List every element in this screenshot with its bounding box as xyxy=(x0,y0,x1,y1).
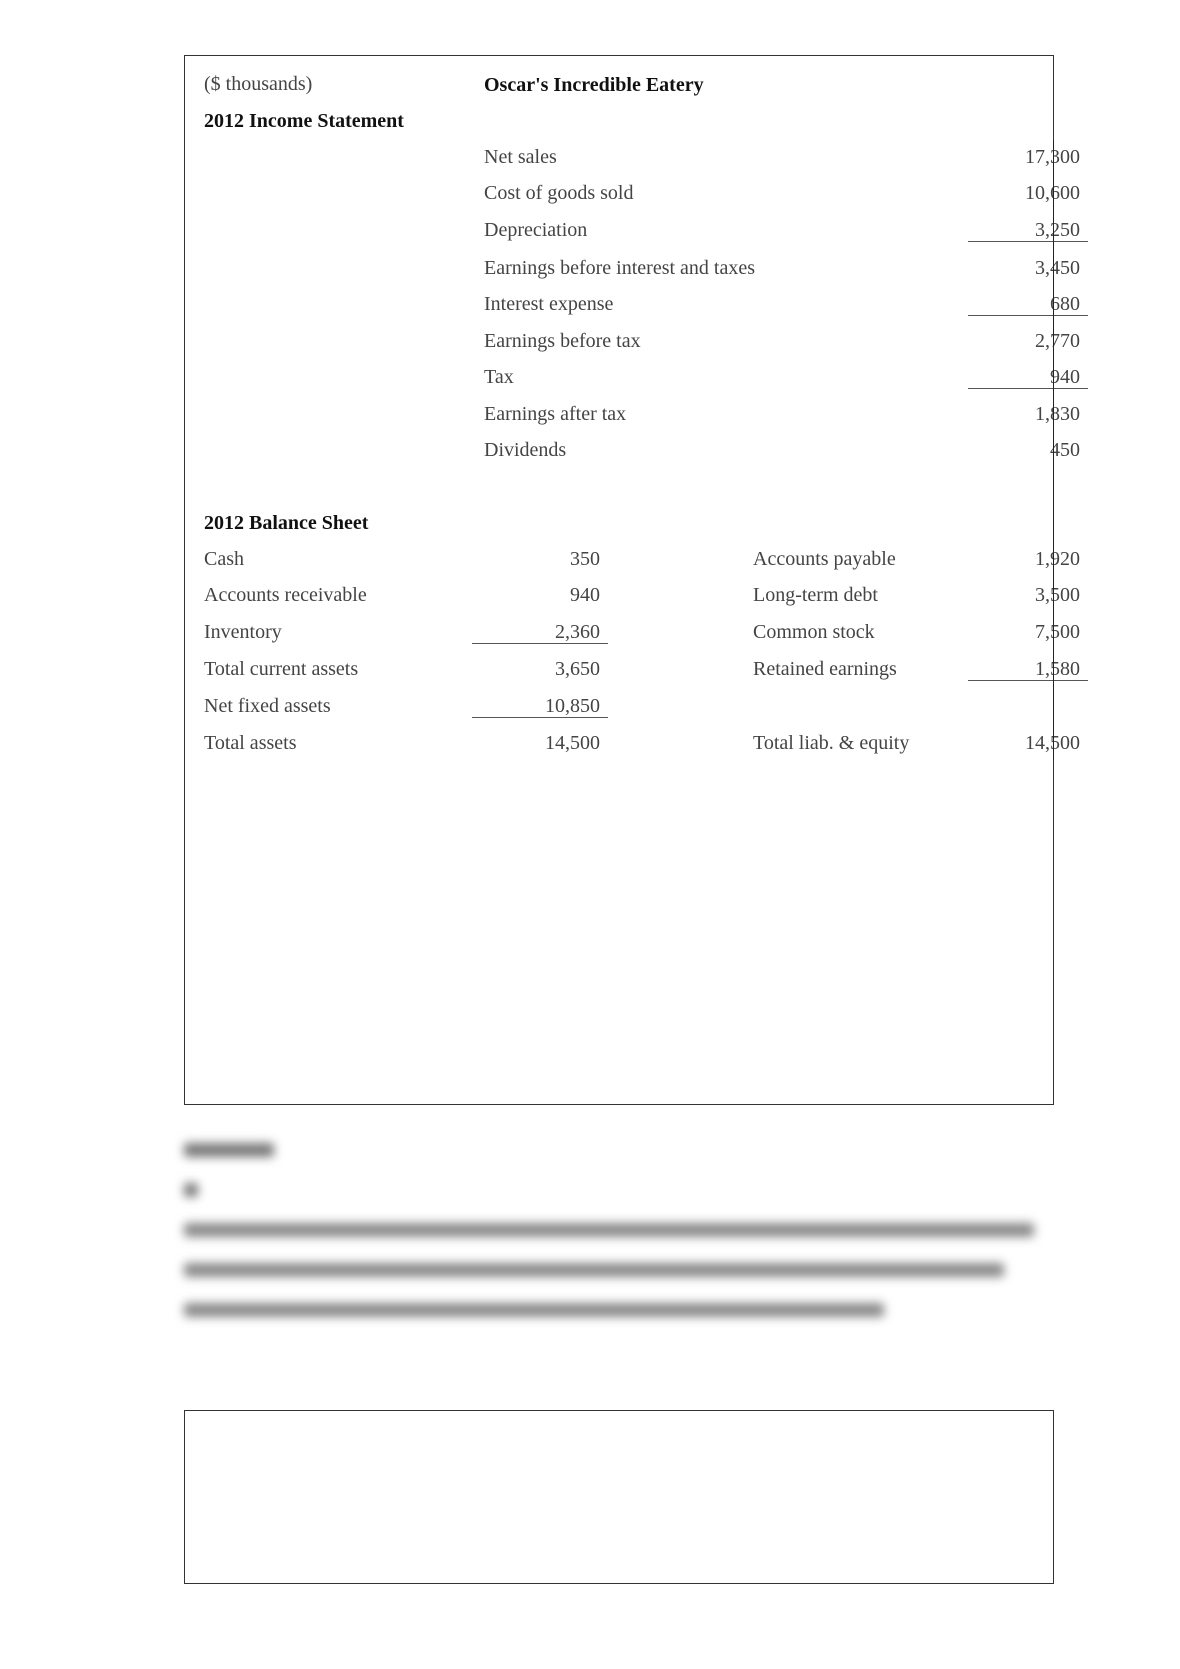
liability-label: Accounts payable xyxy=(753,548,896,570)
liability-label: Long-term debt xyxy=(753,584,878,606)
asset-label: Accounts receivable xyxy=(204,584,367,606)
balance-sheet-title: 2012 Balance Sheet xyxy=(204,512,369,534)
income-label: Earnings before tax xyxy=(484,330,641,352)
liability-value: 14,500 xyxy=(1025,732,1080,754)
income-label: Cost of goods sold xyxy=(484,182,634,204)
income-value: 3,450 xyxy=(1035,257,1080,279)
income-value: 3,250 xyxy=(1035,219,1080,241)
income-value: 1,830 xyxy=(1035,403,1080,425)
income-statement-title: 2012 Income Statement xyxy=(204,110,404,132)
liability-label: Total liab. & equity xyxy=(753,732,910,754)
income-label: Depreciation xyxy=(484,219,588,241)
subtotal-rule xyxy=(968,241,1088,242)
income-value: 680 xyxy=(1050,293,1080,315)
asset-label: Net fixed assets xyxy=(204,695,331,717)
asset-label: Total current assets xyxy=(204,658,359,680)
units-label: ($ thousands) xyxy=(204,73,313,95)
income-label: Tax xyxy=(484,366,514,388)
subtotal-rule xyxy=(472,717,608,718)
subtotal-rule xyxy=(968,315,1088,316)
empty-answer-box xyxy=(184,1410,1054,1584)
company-name: Oscar's Incredible Eatery xyxy=(484,74,704,96)
liability-label: Retained earnings xyxy=(753,658,897,680)
liability-value: 3,500 xyxy=(1035,584,1080,606)
asset-label: Total assets xyxy=(204,732,297,754)
asset-label: Inventory xyxy=(204,621,282,643)
liability-value: 1,580 xyxy=(1035,658,1080,680)
asset-value: 3,650 xyxy=(555,658,600,680)
asset-value: 350 xyxy=(570,548,600,570)
income-label: Earnings before interest and taxes xyxy=(484,257,756,279)
asset-value: 2,360 xyxy=(555,621,600,643)
asset-value: 940 xyxy=(570,584,600,606)
income-value: 940 xyxy=(1050,366,1080,388)
liability-value: 7,500 xyxy=(1035,621,1080,643)
asset-value: 10,850 xyxy=(545,695,600,717)
income-label: Interest expense xyxy=(484,293,614,315)
vertical-line xyxy=(1053,140,1054,760)
asset-label: Cash xyxy=(204,548,244,570)
income-value: 2,770 xyxy=(1035,330,1080,352)
subtotal-rule xyxy=(472,643,608,644)
income-value: 450 xyxy=(1050,439,1080,461)
liability-value: 1,920 xyxy=(1035,548,1080,570)
income-label: Net sales xyxy=(484,146,557,168)
income-label: Earnings after tax xyxy=(484,403,627,425)
blurred-answer xyxy=(184,1135,1044,1335)
asset-value: 14,500 xyxy=(545,732,600,754)
liability-label: Common stock xyxy=(753,621,875,643)
subtotal-rule xyxy=(968,680,1088,681)
income-value: 10,600 xyxy=(1025,182,1080,204)
subtotal-rule xyxy=(968,388,1088,389)
income-label: Dividends xyxy=(484,439,567,461)
income-value: 17,300 xyxy=(1025,146,1080,168)
financial-statements-panel xyxy=(184,55,1054,1105)
